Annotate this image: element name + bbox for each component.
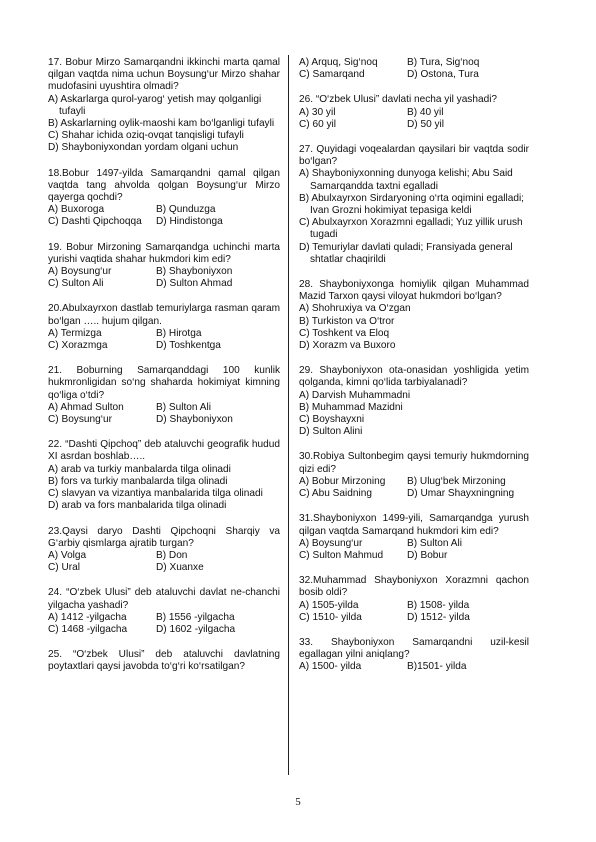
answer-option: B) Shayboniyxon	[156, 266, 233, 278]
answer-row	[48, 340, 280, 352]
answer-option: A) Boysung‘ur	[299, 537, 363, 549]
question-21	[48, 365, 280, 426]
answer-option: A) 1500- yilda	[299, 661, 362, 673]
question-30	[299, 451, 529, 500]
question-text: 24. “O‘zbek Ulusi” deb ataluvchi davlat ne-chanchi yilgacha yashadi?	[48, 587, 280, 611]
question-text: 20.Abulxayrxon dastlab temuriylarga rasman qaram bo‘lgan ….. hujum qilgan.	[48, 303, 280, 327]
answer-row	[48, 204, 280, 216]
question-text: 22. “Dashti Qipchoq” deb ataluvchi geografik hudud XI asrdan boshlab…..	[48, 439, 280, 463]
question-25	[48, 649, 280, 673]
answer-option: B) Hirotga	[156, 327, 202, 339]
answer-option: D) Sulton Alini	[299, 426, 363, 438]
answer-row	[48, 216, 280, 228]
answer-option: B) 1556 -yilgacha	[156, 611, 235, 623]
answer-option: A) Shohruxiya va O‘zgan	[299, 303, 411, 315]
answer-option: B) Askarlarning oylik-maoshi kam bo‘lganligi tufayli	[48, 118, 275, 130]
answer-option: D) Toshkentga	[156, 340, 221, 352]
question-28	[299, 279, 529, 352]
question-text: 33. Shayboniyxon Samarqandni uzil-kesil egallagan yilni aniqlang?	[299, 636, 529, 661]
answer-option: B) Turkiston va O‘tror	[299, 315, 395, 327]
answer-option: C) Xorazmga	[48, 340, 108, 352]
answer-option: D) arab va fors manbalarida tilga olinadi	[48, 500, 227, 512]
answer-option: A) Darvish Muhammadni	[299, 389, 411, 401]
answer-row	[48, 266, 280, 278]
answer-option: D) Sulton Ahmad	[156, 278, 233, 290]
question-27	[299, 144, 529, 266]
answer-option: C) Boysung‘ur	[48, 414, 112, 426]
question-33	[299, 637, 529, 674]
answer-option: D) Bobur	[407, 549, 448, 561]
answer-option: D) 1602 -yilgacha	[156, 623, 236, 635]
answer-option: D) 50 yil	[407, 118, 445, 130]
answer-option: C) Shahar ichida oziq-ovqat tanqisligi tufayli	[48, 130, 244, 142]
question-29	[299, 365, 529, 438]
answer-row	[299, 57, 529, 69]
answer-row	[299, 488, 529, 500]
answer-row	[299, 550, 529, 562]
page-number: 5	[295, 796, 301, 808]
answer-row	[48, 414, 280, 426]
answer-option: C) Toshkent va Eloq	[299, 327, 390, 339]
right-column	[299, 57, 529, 687]
question-20	[48, 303, 280, 352]
question-19	[48, 242, 280, 291]
question-25-answers	[299, 57, 529, 81]
answer-row	[48, 612, 280, 624]
answer-row	[48, 278, 280, 290]
answer-option: C) Boyshayxni	[299, 414, 365, 426]
answer-option: A) Ahmad Sulton	[48, 401, 124, 413]
answer-option: C) Sulton Ali	[48, 278, 104, 290]
answer-option: A) Buxoroga	[48, 204, 105, 216]
question-text: 26. “O‘zbek Ulusi” davlati necha yil yashadi?	[299, 94, 498, 106]
answer-option: A) 30 yil	[299, 106, 336, 118]
question-text: 28. Shayboniyxonga homiylik qilgan Muhammad Mazid Tarxon qaysi viloyat hukmdori bo‘lgan?	[299, 279, 529, 303]
answer-option: B) fors va turkiy manbalarda tilga olinadi	[48, 475, 228, 487]
question-text: 23.Qaysi daryo Dashti Qipchoqni Sharqiy va G‘arbiy qismlarga ajratib turgan?	[48, 525, 280, 549]
answer-option: C) Sulton Mahmud	[299, 549, 384, 561]
question-24	[48, 587, 280, 636]
answer-option: B)1501- yilda	[407, 661, 467, 673]
question-23	[48, 526, 280, 575]
answer-option: D) Shayboniyxon	[156, 414, 233, 426]
question-text: 31.Shayboniyxon 1499-yili, Samarqandga yurush qilgan vaqtda Samarqand hukmdori kim edi?	[299, 513, 529, 537]
answer-option: C) Ural	[48, 562, 80, 574]
answer-option: A) Bobur Mirzoning	[299, 475, 386, 487]
column-divider	[288, 55, 289, 775]
question-26	[299, 94, 529, 131]
answer-row	[299, 476, 529, 488]
answer-row	[299, 612, 529, 624]
answer-option: D) Shayboniyxondan yordam olgani uchun	[48, 142, 239, 154]
answer-option: A) 1412 -yilgacha	[48, 611, 127, 623]
answer-option: B) 40 yil	[407, 106, 444, 118]
answer-option: A) Volga	[48, 549, 87, 561]
answer-option: A) Shayboniyxonning dunyoga kelishi; Abu Said Samarqandda taxtni egalladi	[299, 168, 513, 192]
answer-option: D) Xorazm va Buxoro	[299, 340, 396, 352]
answer-option: D) Umar Shayxningning	[407, 488, 515, 500]
answer-option: C) 1468 -yilgacha	[48, 623, 128, 635]
answer-option: B) 1508- yilda	[407, 599, 470, 611]
answer-option: C) Dashti Qipchoqqa	[48, 216, 142, 228]
answer-option: A) Askarlarga qurol-yarog‘ yetish may qolganligi tufayli	[48, 93, 262, 117]
question-text: 17. Bobur Mirzo Samarqandni ikkinchi marta qamal qilgan vaqtda nima uchun Boysung‘ur Mirzo shahar mudofasini uyushtira olmadi?	[48, 57, 280, 93]
question-31	[299, 513, 529, 562]
answer-row	[299, 600, 529, 612]
answer-option: C) slavyan va vizantiya manbalarida tilga olinadi	[48, 488, 263, 500]
answer-option: D) Hindistonga	[156, 216, 223, 228]
answer-option: A) Arquq, Sig‘noq	[299, 57, 378, 68]
answer-row	[299, 69, 529, 81]
answer-option: A) 1505-yilda	[299, 599, 359, 611]
answer-row	[299, 661, 529, 673]
answer-option: D) 1512- yilda	[407, 611, 470, 623]
answer-option: A) arab va turkiy manbalarda tilga olinadi	[48, 463, 231, 475]
answer-option: D) Temuriylar davlati quladi; Fransiyada general shtatlar chaqirildi	[299, 241, 513, 265]
question-18	[48, 168, 280, 229]
answer-row	[48, 562, 280, 574]
answer-row	[299, 119, 529, 131]
question-text: 32.Muhammad Shayboniyxon Xorazmni qachon bosib oldi?	[299, 575, 529, 599]
answer-option: B) Don	[156, 549, 188, 561]
answer-row	[48, 328, 280, 340]
question-text: 25. “O‘zbek Ulusi” deb ataluvchi davlatning poytaxtlari qaysi javobda to‘g‘ri ko‘rsatilgan?	[48, 649, 280, 673]
answer-row	[48, 402, 280, 414]
answer-option: B) Tura, Sig‘noq	[407, 57, 480, 68]
answer-option: C) 1510- yilda	[299, 611, 362, 623]
answer-option: B) Qunduzga	[156, 204, 216, 216]
question-text: 21. Boburning Samarqanddagi 100 kunlik hukmronligidan so‘ng shaharda hokimiyat kimning qo‘liga o‘tdi?	[48, 365, 280, 401]
answer-option: A) Boysung‘ur	[48, 266, 112, 278]
answer-option: C) Abulxayrxon Xorazmni egalladi; Yuz yillik urush tugadi	[299, 217, 523, 241]
question-32	[299, 575, 529, 624]
answer-option: B) Sulton Ali	[156, 401, 211, 413]
answer-option: C) 60 yil	[299, 118, 337, 130]
question-text: 27. Quyidagi voqealardan qaysilari bir vaqtda sodir bo‘lgan?	[299, 144, 529, 168]
answer-option: B) Abulxayrxon Sirdaryoning o‘rta oqimini egalladi; Ivan Grozni hokimiyat tepasiga keldi	[299, 192, 524, 217]
answer-row	[48, 624, 280, 636]
answer-row	[299, 538, 529, 550]
answer-option: D) Ostona, Tura	[407, 69, 479, 81]
question-text: 19. Bobur Mirzoning Samarqandga uchinchi marta yurishi vaqtida shahar hukmdori kim edi?	[48, 241, 280, 265]
answer-option: B) Sulton Ali	[407, 537, 462, 549]
answer-option: B) Muhammad Mazidni	[299, 401, 403, 413]
answer-option: C) Abu Saidning	[299, 488, 372, 500]
question-text: 29. Shayboniyxon ota-onasidan yoshligida yetim qolganda, kimni qo‘lida tarbiyalanadi?	[299, 365, 529, 389]
answer-option: C) Samarqand	[299, 69, 365, 81]
question-text: 30.Robiya Sultonbegim qaysi temuriy hukmdorning qizi edi?	[299, 451, 529, 475]
answer-option: A) Termizga	[48, 327, 102, 339]
answer-row	[48, 550, 280, 562]
question-text: 18.Bobur 1497-yilda Samarqandni qamal qilgan vaqtda tang ahvolda qolgan Boysung‘ur Mirzo qayerga qochdi?	[48, 167, 280, 204]
left-column	[48, 57, 280, 687]
answer-row	[299, 107, 529, 119]
question-22	[48, 439, 280, 512]
answer-option: B) Ulug‘bek Mirzoning	[407, 475, 506, 487]
question-17	[48, 57, 280, 155]
answer-option: D) Xuanxe	[156, 562, 204, 574]
